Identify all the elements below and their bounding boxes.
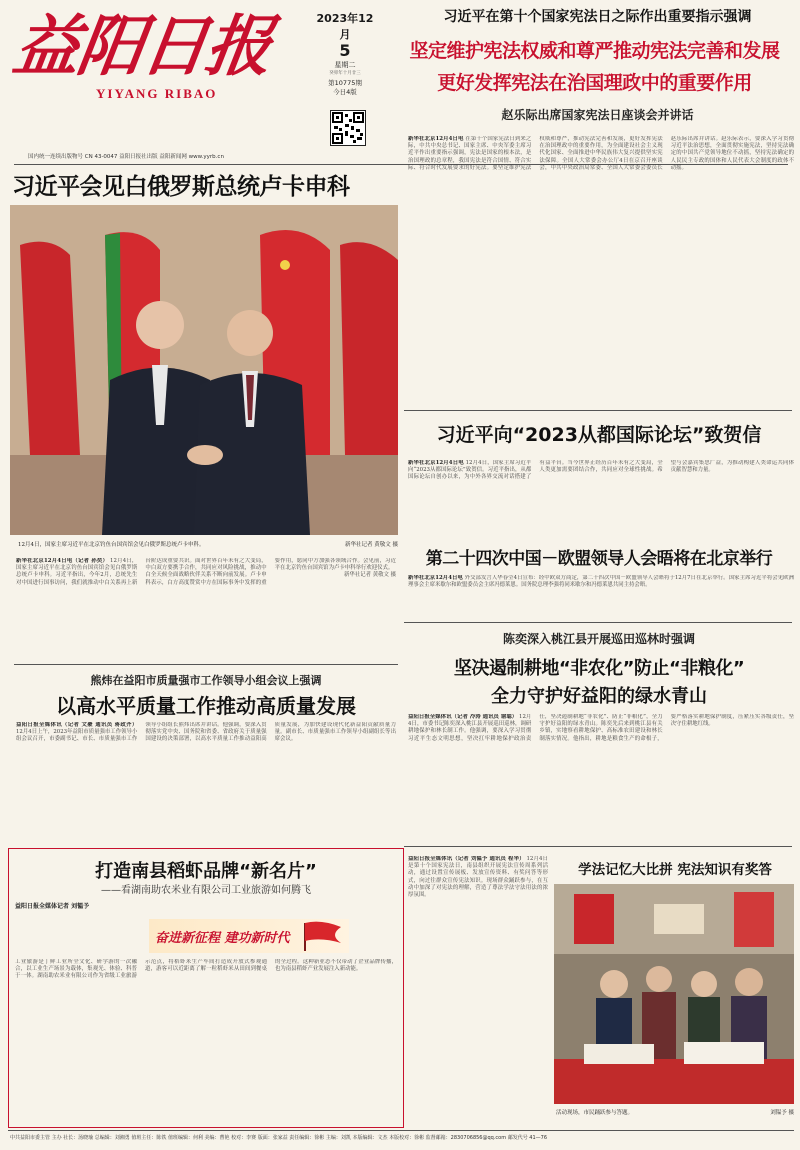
forum-headline: 习近平向“2023从都国际论坛”致贺信 xyxy=(436,424,762,446)
eu-dateline: 新华社北京12月4日电 xyxy=(408,575,463,581)
quality-body xyxy=(16,722,396,842)
date-lunar: 癸卯年十月廿三 xyxy=(329,71,361,76)
feature-subhead: ——看湖南助农米业有限公司工业旅游如何腾飞 xyxy=(101,885,311,896)
law-headline: 学法记忆大比拼 宪法知识有奖答 xyxy=(578,862,772,878)
lead-kicker: 习近平在第十个国家宪法日之际作出重要指示强调 xyxy=(443,9,752,25)
page-count: 今日4版 xyxy=(333,88,357,96)
feature-box xyxy=(8,848,404,1128)
logo-text: 益阳日报 xyxy=(8,7,276,85)
farmland-headline-1: 坚决遏制耕地“非农化”防止“非粮化” xyxy=(453,658,745,679)
feature-byline: 益阳日报全媒体记者 刘韫予 xyxy=(15,903,90,910)
feature-banner-text: 奋进新征程 建功新时代 xyxy=(155,931,290,946)
photo-body-text: 12月4日，国家主席习近平在北京钓鱼台国宾馆会见白俄罗斯总统卢卡申科。习近平指出，今年2月，总统先生对中国进行国事访问，我们就推动中白关系再上新台阶达成重要共识。面对世界百年未有之大变局，中白双方要携手合作，共同应对风险挑战，推动中白全天候全面战略伙伴关系不断向前发展。卢卡申科表示，白方高度赞赏中方在国际事务中发挥的重要作用，愿同中方加强各领域合作。会见前，习近平在北京钓鱼台国宾馆为卢卡申科举行欢迎仪式。 xyxy=(16,558,396,586)
photo-caption xyxy=(18,540,398,548)
quality-dateline: 益阳日报全媒体讯（记者 文豪 通讯员 蒋政齐） xyxy=(16,722,138,728)
qr-code-icon xyxy=(330,110,366,146)
lead-subhead: 赵乐际出席国家宪法日座谈会并讲话 xyxy=(501,108,694,122)
feature-body xyxy=(15,959,397,1119)
farmland-dateline: 益阳日报全媒体讯（记者 冷涛 通讯员 谢聪） xyxy=(408,714,518,720)
meeting-photo xyxy=(10,205,398,535)
lead-body-text: 在第十个国家宪法日到来之际，中共中央总书记、国家主席、中央军委主席习近平作出重要指示强调，宪法是国家的根本法，是治国理政的总章程，我国宪法是符合国情、符合实际、符合时代发展要求的好宪法。要坚定维护宪法权威和尊严，推动宪法完善和发展，更好发挥宪法在治国理政中的重要作用，为全面建设社会主义现代化国家、全面推进中华民族伟大复兴提供坚实宪法保障。全国人大常委会办公厅4日在京召开座谈会，中共中央政治局常委、全国人大常委会委员长赵乐际出席并讲话。赵乐际表示，要深入学习贯彻习近平法治思想，全面贯彻实施宪法，坚持宪法确定的中国共产党领导地位不动摇，坚持宪法确定的人民民主专政的国体和人民代表大会制度的政体不动摇。 xyxy=(408,136,794,171)
farmland-body xyxy=(408,714,794,838)
forum-body-text: 12月4日，国家主席习近平向“2023从都国际论坛”致贺信。习近平指出，从都国际论坛自创办以来，为中外各界交流对话搭建了有益平台。当今世界正经历百年未有之大变局，全人类更加需要团结合作，共同应对全球性挑战。希望与会嘉宾集思广益，为推动构建人类命运共同体贡献智慧和力量。 xyxy=(408,460,794,481)
logo-pinyin: YIYANG RIBAO xyxy=(96,86,218,101)
quality-headline: 以高水平质量工作推动高质量发展 xyxy=(56,694,356,718)
photo-story-body xyxy=(16,558,396,660)
date-day: 5 xyxy=(339,41,351,60)
date-weekday: 星期二 xyxy=(334,61,356,69)
law-body-text: 12月4日是第十个国家宪法日，南县组织开展宪法宣传周系列活动，通过设置宣传展板、发放宣传资料、有奖问答等形式，向过往群众宣传宪法知识。现场群众踊跃参与，在互动中加深了对宪法的理解，营造了尊法学法守法用法的浓厚氛围。 xyxy=(408,856,548,899)
farmland-body-text: 12月4日，市委书记陈奕深入桃江县开展巡田巡林，调研耕地保护和林长制工作。他强调，要深入学习贯彻习近平生态文明思想，坚决扛牢耕地保护政治责任，坚决遏制耕地“非农化”、防止“非粮化”，全力守护好益阳的绿水青山。陈奕先后来到桃江县有关乡镇，实地察看耕地保护、高标准农田建设和林长制落实情况。他指出，耕地是粮食生产的命根子，要严格落实耕地保护制度，压紧压实各级责任，坚决守住耕地红线。 xyxy=(408,714,794,742)
lead-dateline: 新华社北京12月4日电 xyxy=(408,136,464,142)
eu-headline: 第二十四次中国－欧盟领导人会晤将在北京举行 xyxy=(425,549,773,569)
law-body xyxy=(408,856,548,1118)
flag-icon xyxy=(301,921,345,951)
masthead-logo xyxy=(8,4,309,116)
photo-caption-text: 12月4日，国家主席习近平在北京钓鱼台国宾馆会见白俄罗斯总统卢卡申科。 xyxy=(18,542,205,548)
forum-body xyxy=(408,460,794,532)
feature-body-text: 工业旅游是丁鲜工业所全文化、研学游的一次融合，以工业生产场景为载体，集观光、体验、科普于一体。湖南助农米业有限公司作为省级工业旅游示范点，将稻虾米生产车间打造成开放式参观通道，游客可以近距离了解一粒稻虾米从田间到餐桌的全过程。这种新业态不仅带动了企业品牌传播，也为南县稻虾产业发展注入新动能。 xyxy=(15,959,397,980)
law-dateline: 益阳日报全媒体讯（记者 刘韫予 通讯员 程华） xyxy=(408,856,525,862)
lead-headline-2: 更好发挥宪法在治国理政中的重要作用 xyxy=(437,72,752,94)
farmland-kicker: 陈奕深入桃江县开展巡田巡林时强调 xyxy=(502,632,695,646)
law-photo-credit: 刘韫予 摄 xyxy=(770,1110,794,1116)
law-photo-caption xyxy=(556,1108,794,1116)
lead-body xyxy=(408,136,794,406)
feature-banner xyxy=(149,919,349,953)
quality-kicker: 熊炜在益阳市质量强市工作领导小组会议上强调 xyxy=(90,674,322,687)
lead-headline-1: 坚定维护宪法权威和尊严推动宪法完善和发展 xyxy=(409,40,780,62)
issue-number: 第10775期 xyxy=(328,79,362,87)
law-photo-caption-text: 活动现场，市民踊跃参与答题。 xyxy=(556,1110,634,1116)
eu-body-text: 外交部发言人华春莹4日宣布：经中欧双方商定，第二十四次中国－欧盟领导人会晤将于12月7日在北京举行。国家主席习近平将会见欧洲理事会主席米歇尔和欧盟委员会主席冯德莱恩。国务院总理李强将同米歇尔和冯德莱恩共同主持会晤。 xyxy=(408,575,794,589)
masthead-info-line: 国内统一连续出版物号 CN 43-0047 益阳日报社出版 益阳新闻网 www.yyrb.cn xyxy=(28,154,224,160)
photo-credit-2: 新华社记者 黄敬文 摄 xyxy=(344,572,396,579)
eu-body xyxy=(408,575,794,615)
law-photo xyxy=(554,884,794,1104)
photo-headline: 习近平会见白俄罗斯总统卢卡申科 xyxy=(12,174,350,200)
footer-line: 中共益阳市委主管 主办 社长：汤晓瑜 总编辑：刘湘勇 值班主任：陈铁 值班编辑：何利 美编：曹艳 校对：李赛 版面：张家益 责任编辑：徐彬 主编：刘凯 本版编辑：文杰 本版校对：徐彬 监督邮箱：2830706856@qq.com 邮发代号 41—76 xyxy=(10,1135,548,1141)
photo-credit: 新华社记者 黄敬文 摄 xyxy=(345,542,398,548)
quality-body-text: 12月4日上午，2023年益阳市质量强市工作领导小组会议召开，市委副书记、市长、市质量强市工作领导小组组长熊炜出席并讲话。他强调，要深入贯彻落实党中央、国务院和省委、省政府关于质量强国建设的决策部署，以高水平质量工作推动益阳高质量发展，为加快建设现代化新益阳贡献质量力量。副市长、市质量强市工作领导小组副组长等出席会议。 xyxy=(16,722,396,743)
date-year-month: 2023年12月 xyxy=(316,12,374,41)
photo-dateline: 新华社北京12月4日电（记者 孙奕） xyxy=(16,558,109,564)
farmland-headline-2: 全力守护好益阳的绿水青山 xyxy=(491,686,707,707)
forum-dateline: 新华社北京12月4日电 xyxy=(408,460,464,466)
feature-headline: 打造南县稻虾品牌“新名片” xyxy=(95,861,317,882)
date-box xyxy=(312,10,378,106)
